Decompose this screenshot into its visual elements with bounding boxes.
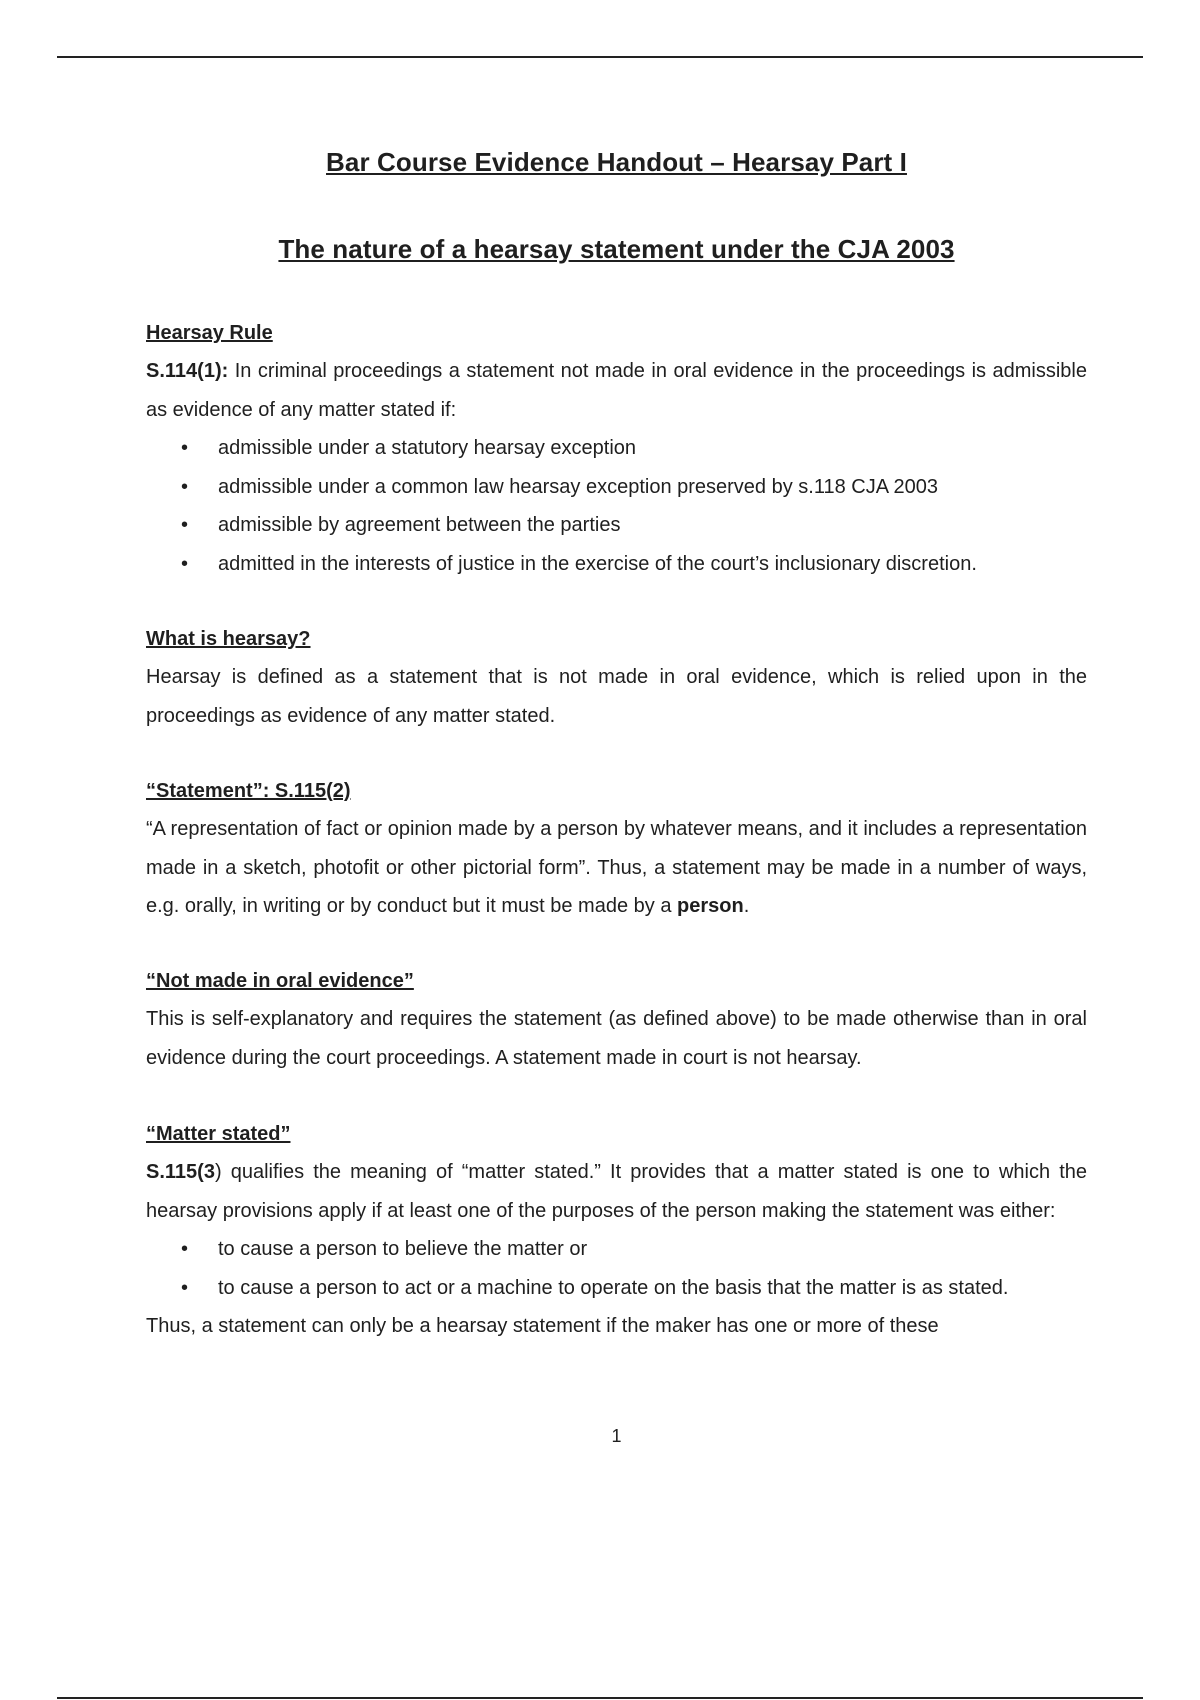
section-paragraph: [146, 1153, 1087, 1230]
section-what-is-hearsay: [146, 620, 1087, 735]
paragraph-text: In criminal proceedings a statement not made in oral evidence in the proceedings is admissible as evidence of any matter stated if:: [146, 360, 1087, 421]
section-reference: S.115(3: [146, 1161, 215, 1183]
list-item: • to cause a person to believe the matter or: [146, 1230, 1087, 1269]
list-item: • admitted in the interests of justice in the exercise of the court’s inclusionary discretion.: [146, 545, 1087, 584]
section-heading: Hearsay Rule: [146, 322, 273, 344]
document-title: Bar Course Evidence Handout – Hearsay Part I: [326, 147, 907, 177]
closing-paragraph: Thus, a statement can only be a hearsay statement if the maker has one or more of these: [146, 1315, 939, 1337]
section-paragraph: This is self-explanatory and requires the statement (as defined above) to be made otherwise than in oral evidence during the court proceedings. A statement made in court is not hearsay.: [146, 1008, 1087, 1069]
section-reference: S.114(1):: [146, 360, 229, 382]
section-not-oral: [146, 962, 1087, 1077]
section-matter-stated: [146, 1115, 1087, 1346]
section-heading: What is hearsay?: [146, 628, 311, 650]
section-paragraph: [146, 352, 1087, 429]
document-subtitle: The nature of a hearsay statement under the CJA 2003: [278, 234, 955, 264]
page-number: 1: [611, 1426, 622, 1446]
top-rule: [57, 56, 1143, 58]
section-paragraph: [146, 810, 1087, 926]
section-statement: [146, 772, 1087, 926]
list-item: • admissible under a statutory hearsay exception: [146, 429, 1087, 468]
list-item: • admissible by agreement between the parties: [146, 506, 1087, 545]
bullet-list: [146, 1230, 1087, 1307]
section-paragraph: Hearsay is defined as a statement that is not made in oral evidence, which is relied upon in the proceedings as evidence of any matter stated.: [146, 666, 1087, 727]
bottom-rule: [57, 1697, 1143, 1699]
paragraph-text: ) qualifies the meaning of “matter stated.” It provides that a matter stated is one to which the hearsay provisions apply if at least one of the purposes of the person making the statement was either:: [146, 1161, 1087, 1222]
list-item: • admissible under a common law hearsay exception preserved by s.118 CJA 2003: [146, 468, 1087, 507]
section-heading: “Not made in oral evidence”: [146, 970, 414, 992]
paragraph-end: .: [743, 895, 750, 917]
emphasis-word: person: [677, 895, 744, 917]
section-heading: “Statement”: S.115(2): [146, 780, 351, 802]
section-hearsay-rule: [146, 314, 1087, 583]
list-item: • to cause a person to act or a machine to operate on the basis that the matter is as stated.: [146, 1269, 1087, 1308]
paragraph-text: “A representation of fact or opinion made by a person by whatever means, and it includes a representation made in a sketch, photofit or other pictorial form”. Thus, a statement may be made in a number of ways, e.g. orally, in writing or by conduct but it must be made by a: [146, 818, 1087, 917]
bullet-list: [146, 429, 1087, 583]
section-heading: “Matter stated”: [146, 1123, 291, 1145]
